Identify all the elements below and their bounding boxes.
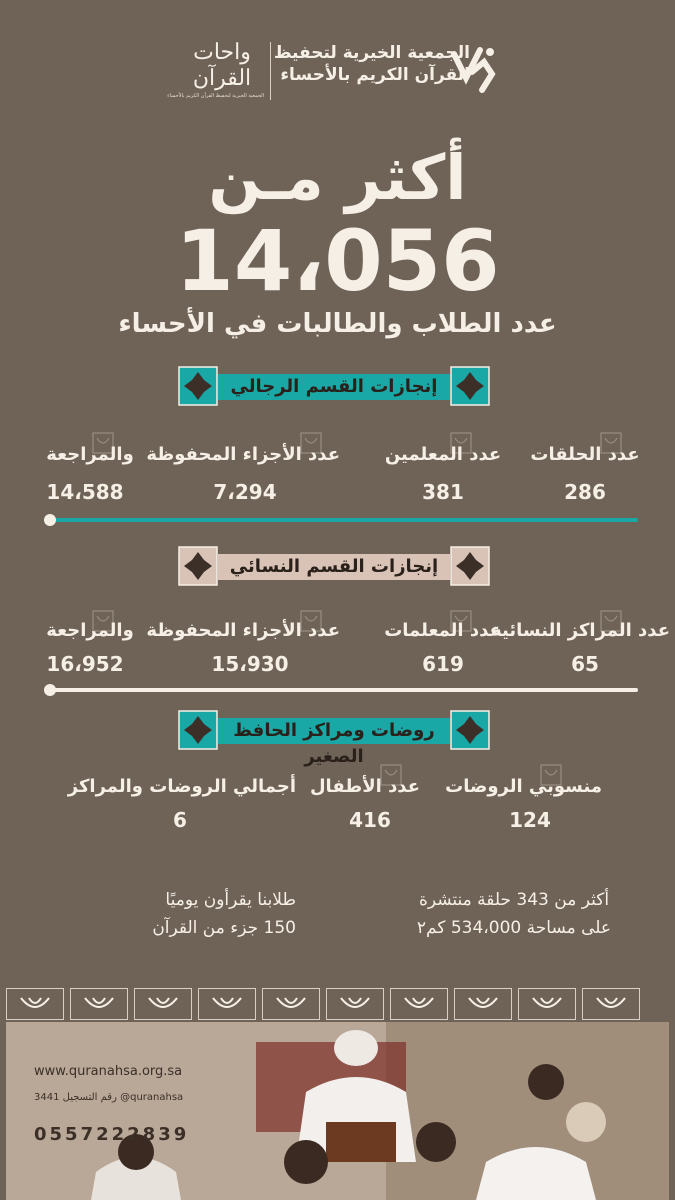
association-name-line2: القرآن الكريم بالأحساء xyxy=(280,65,470,85)
stat-value: 619 xyxy=(422,652,464,676)
ornament-icon xyxy=(134,988,192,1020)
women-section-banner xyxy=(178,546,490,588)
wahat-logo-title: واحات القرآن xyxy=(192,40,252,91)
ornament-icon xyxy=(450,546,490,586)
stat-label: والمراجعة xyxy=(46,444,134,465)
ornament-icon xyxy=(178,366,218,406)
stat-value: 286 xyxy=(564,480,606,504)
stat-label: عدد الأجزاء المحفوظة xyxy=(146,444,340,465)
stat-value: 124 xyxy=(509,808,551,832)
stat-label: عدد الأطفال xyxy=(309,776,420,797)
info-circles xyxy=(384,886,644,942)
stat-value: 381 xyxy=(422,480,464,504)
registration-number: 3441 xyxy=(34,1092,60,1103)
stat-label: عدد المراكز النسائية xyxy=(491,620,670,641)
stat-value: 16،952 xyxy=(46,652,124,676)
ornament-icon xyxy=(70,988,128,1020)
headline: أكثر مـن xyxy=(208,141,467,214)
kids-section-banner xyxy=(178,710,490,767)
stat-value: 416 xyxy=(349,808,391,832)
subheadline: عدد الطلاب والطالبات في الأحساء xyxy=(118,309,557,339)
total-students-number: 14،056 xyxy=(175,212,500,310)
registration-info xyxy=(34,1092,183,1103)
divider-dot xyxy=(44,514,56,526)
header-logos xyxy=(0,36,675,106)
kids-section-title: روضات ومراكز الحافظ الصغير xyxy=(233,720,435,767)
men-section-title: إنجازات القسم الرجالي xyxy=(230,376,438,397)
info-daily-line2: 150 جزء من القرآن xyxy=(152,918,296,938)
stat-label: عدد الحلقات xyxy=(530,444,640,465)
ornament-icon xyxy=(326,988,384,1020)
ornament-icon xyxy=(450,366,490,406)
men-section-banner xyxy=(178,366,490,408)
classroom-photo xyxy=(6,1022,669,1200)
stat-value: 15،930 xyxy=(211,652,289,676)
stat-label: عدد الأجزاء المحفوظة xyxy=(146,620,340,641)
phone-number[interactable]: 0557222839 xyxy=(34,1124,190,1145)
info-daily-reading xyxy=(152,886,296,942)
ornament-icon xyxy=(198,988,256,1020)
logo-divider xyxy=(270,42,271,100)
wahat-logo-caption: الجمعية الخيرية لتحفيظ القرآن الكريم بالأحساء xyxy=(167,93,264,99)
stat-label: عدد المعلمين xyxy=(384,444,502,465)
website-text[interactable]: www.quranahsa.org.sa xyxy=(34,1064,183,1079)
decorative-tile-row xyxy=(6,988,669,1022)
ornament-icon xyxy=(178,710,218,750)
stat-value: 65 xyxy=(571,652,599,676)
social-handle[interactable]: @quranahsa xyxy=(120,1092,184,1103)
stat-label: أجمالي الروضات والمراكز xyxy=(67,776,296,797)
ornament-icon xyxy=(390,988,448,1020)
divider-dot xyxy=(44,684,56,696)
ornament-icon xyxy=(454,988,512,1020)
stat-label: عدد المعلمات xyxy=(384,620,502,641)
stat-label: منسوبي الروضات xyxy=(445,776,602,797)
men-divider xyxy=(48,518,638,522)
stat-value: 6 xyxy=(173,808,187,832)
info-circles-line1: أكثر من 343 حلقة منتشرة xyxy=(418,890,610,910)
ornament-icon xyxy=(6,988,64,1020)
info-circles-line2: على مساحة 534،000 كم٢ xyxy=(416,918,612,938)
stat-value: 14،588 xyxy=(46,480,124,504)
ornament-icon xyxy=(178,546,218,586)
ornament-icon xyxy=(582,988,640,1020)
ornament-icon xyxy=(518,988,576,1020)
association-name-line1: الجمعية الخيرية لتحفيظ xyxy=(273,43,470,63)
women-divider xyxy=(48,688,638,692)
ornament-icon xyxy=(262,988,320,1020)
registration-label: رقم التسجيل xyxy=(62,1092,117,1103)
stat-value: 7،294 xyxy=(213,480,277,504)
women-section-title: إنجازات القسم النسائي xyxy=(229,556,439,577)
wahat-logo xyxy=(167,40,264,100)
ornament-icon xyxy=(450,710,490,750)
info-daily-line1: طلابنا يقرأون يوميًا xyxy=(165,890,296,910)
classroom-illustration-icon xyxy=(6,1022,669,1200)
association-name xyxy=(273,42,470,86)
stat-label: والمراجعة xyxy=(46,620,134,641)
